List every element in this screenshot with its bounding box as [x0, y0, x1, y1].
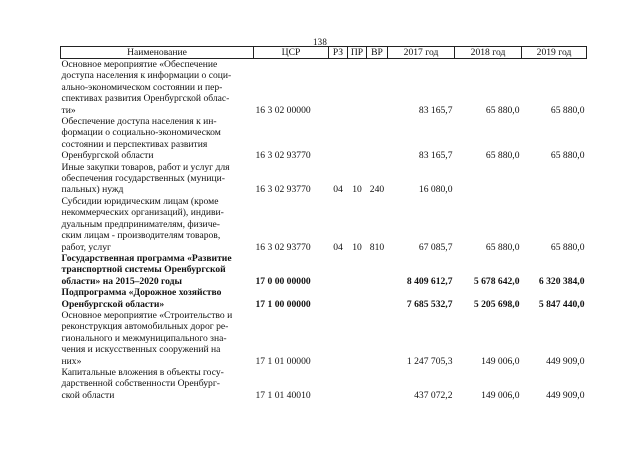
- row-value-2018: 65 880,0: [485, 150, 520, 162]
- row-pr: [348, 287, 367, 310]
- row-vr: [367, 253, 388, 287]
- row-csr: 16 3 02 93770: [255, 241, 311, 253]
- row-name-line: некоммерческих организаций), индиви-: [61, 207, 224, 219]
- row-value-2018: 65 880,0: [485, 241, 520, 253]
- row-value-2017: 67 085,7: [418, 241, 453, 253]
- row-vr: 810: [369, 241, 385, 253]
- row-name-line: транспортной системы Оренбургской: [61, 264, 226, 276]
- row-name-line: Основное мероприятие «Обеспечение: [61, 59, 218, 70]
- table-row: [61, 287, 587, 310]
- table-header-row: [61, 47, 587, 59]
- row-name: [61, 310, 254, 367]
- row-value-2019: 6 320 384,0: [538, 275, 585, 287]
- row-value-2017: 8 409 612,7: [406, 275, 453, 287]
- row-name-line: ти»: [61, 104, 76, 116]
- row-name-line: дарственной собственности Оренбург-: [61, 378, 220, 390]
- row-name-line: чения и искусственных сооружений на: [61, 344, 221, 356]
- row-name-line: Оренбургской области»: [61, 298, 165, 310]
- row-value-2017: 1 247 705,3: [406, 355, 453, 367]
- row-csr: 16 3 02 93770: [255, 150, 311, 162]
- row-name: [61, 162, 254, 196]
- row-rz: [329, 59, 348, 117]
- row-value-2018: [455, 162, 522, 196]
- row-vr: [367, 59, 388, 117]
- row-pr: 10: [352, 241, 362, 253]
- row-pr: [348, 116, 367, 162]
- row-name-line: области» на 2015–2020 годы: [61, 275, 183, 287]
- row-name: [61, 59, 254, 117]
- row-name-line: Оренбургской области: [61, 150, 154, 162]
- row-value-2019: 65 880,0: [550, 241, 585, 253]
- row-name-line: дуальным предпринимателям, физиче-: [61, 218, 220, 230]
- budget-table: [60, 46, 587, 401]
- row-rz: [329, 116, 348, 162]
- header-2018: 2018 год: [455, 47, 522, 59]
- row-pr: [348, 253, 367, 287]
- row-csr: 16 3 02 93770: [255, 184, 311, 196]
- row-vr: [367, 116, 388, 162]
- row-name: [61, 196, 254, 253]
- row-name-line: пальных) нужд: [61, 184, 124, 196]
- row-name: [61, 287, 254, 310]
- row-name-line: Субсидии юридическим лицам (кроме: [61, 195, 219, 207]
- row-csr: 17 1 01 00000: [255, 355, 311, 367]
- row-name-line: ально-экономическом состоянии и пер-: [61, 81, 223, 93]
- header-name: Наименование: [61, 47, 254, 59]
- row-name-line: формации о социально-экономическом: [61, 127, 221, 139]
- header-csr: ЦСР: [254, 47, 329, 59]
- row-value-2017: 83 165,7: [418, 104, 453, 116]
- row-value-2018: 5 205 698,0: [473, 298, 520, 310]
- header-rz: РЗ: [329, 47, 348, 59]
- row-rz: [329, 253, 348, 287]
- row-value-2017: 7 685 532,7: [406, 298, 453, 310]
- row-pr: [348, 310, 367, 367]
- row-name-line: ской области: [61, 389, 115, 401]
- row-rz: 04: [333, 184, 343, 196]
- table-row: [61, 162, 587, 196]
- header-vr: ВР: [367, 47, 388, 59]
- row-rz: 04: [333, 241, 343, 253]
- row-name: [61, 116, 254, 162]
- row-name-line: состоянии и перспективах развития: [61, 138, 208, 150]
- row-pr: [348, 367, 367, 401]
- row-name-line: гионального и межмуниципального зна-: [61, 332, 227, 344]
- table-row: [61, 116, 587, 162]
- row-value-2019: [522, 162, 587, 196]
- row-pr: 10: [352, 184, 362, 196]
- row-name-line: реконструкция автомобильных дорог ре-: [61, 321, 229, 333]
- row-name-line: Подпрограмма «Дорожное хозяйство: [61, 287, 222, 299]
- row-name-line: Основное мероприятие «Строительство и: [61, 309, 233, 321]
- table-row: [61, 59, 587, 117]
- row-name-line: работ, услуг: [61, 241, 111, 253]
- row-name-line: обеспечения государственных (муници-: [61, 173, 226, 185]
- row-name: [61, 253, 254, 287]
- row-name-line: Обеспечение доступа населения к ин-: [61, 116, 217, 128]
- row-rz: [329, 310, 348, 367]
- row-name-line: Капитальные вложения в объекты госу-: [61, 366, 224, 378]
- header-2019: 2019 год: [522, 47, 587, 59]
- row-csr: 17 1 00 00000: [255, 298, 311, 310]
- table-body: [61, 59, 587, 402]
- row-csr: 16 3 02 00000: [255, 104, 311, 116]
- row-rz: [329, 287, 348, 310]
- row-name-line: них»: [61, 355, 82, 367]
- row-value-2019: 5 847 440,0: [538, 298, 585, 310]
- table-row: [61, 310, 587, 367]
- page-number: 138: [312, 37, 328, 47]
- row-name-line: доступа населения к информации о соци-: [61, 70, 232, 82]
- row-name-line: Иные закупки товаров, работ и услуг для: [61, 161, 230, 173]
- row-vr: [367, 287, 388, 310]
- row-name-line: спективах развития Оренбургской облас-: [61, 93, 230, 105]
- row-vr: 240: [369, 184, 385, 196]
- header-2017: 2017 год: [388, 47, 455, 59]
- row-value-2018: 149 006,0: [481, 355, 520, 367]
- row-name-line: ским лицам - производителям товаров,: [61, 230, 221, 242]
- row-value-2018: 65 880,0: [485, 104, 520, 116]
- row-csr: 17 1 01 40010: [255, 389, 311, 401]
- row-value-2017: 83 165,7: [418, 150, 453, 162]
- row-value-2019: 65 880,0: [550, 104, 585, 116]
- row-name-line: Государственная программа «Развитие: [61, 252, 232, 264]
- header-pr: ПР: [348, 47, 367, 59]
- row-name: [61, 367, 254, 401]
- row-value-2019: 65 880,0: [550, 150, 585, 162]
- row-pr: [348, 59, 367, 117]
- row-rz: [329, 367, 348, 401]
- row-value-2017: 437 072,2: [414, 389, 453, 401]
- table-row: [61, 253, 587, 287]
- row-value-2018: 5 678 642,0: [473, 275, 520, 287]
- row-value-2019: 449 909,0: [546, 355, 585, 367]
- row-vr: [367, 310, 388, 367]
- row-value-2017: 16 080,0: [418, 184, 453, 196]
- row-csr: 17 0 00 00000: [255, 275, 311, 287]
- table-row: [61, 196, 587, 253]
- table-row: [61, 367, 587, 401]
- row-value-2019: 449 909,0: [546, 389, 585, 401]
- row-vr: [367, 367, 388, 401]
- row-value-2018: 149 006,0: [481, 389, 520, 401]
